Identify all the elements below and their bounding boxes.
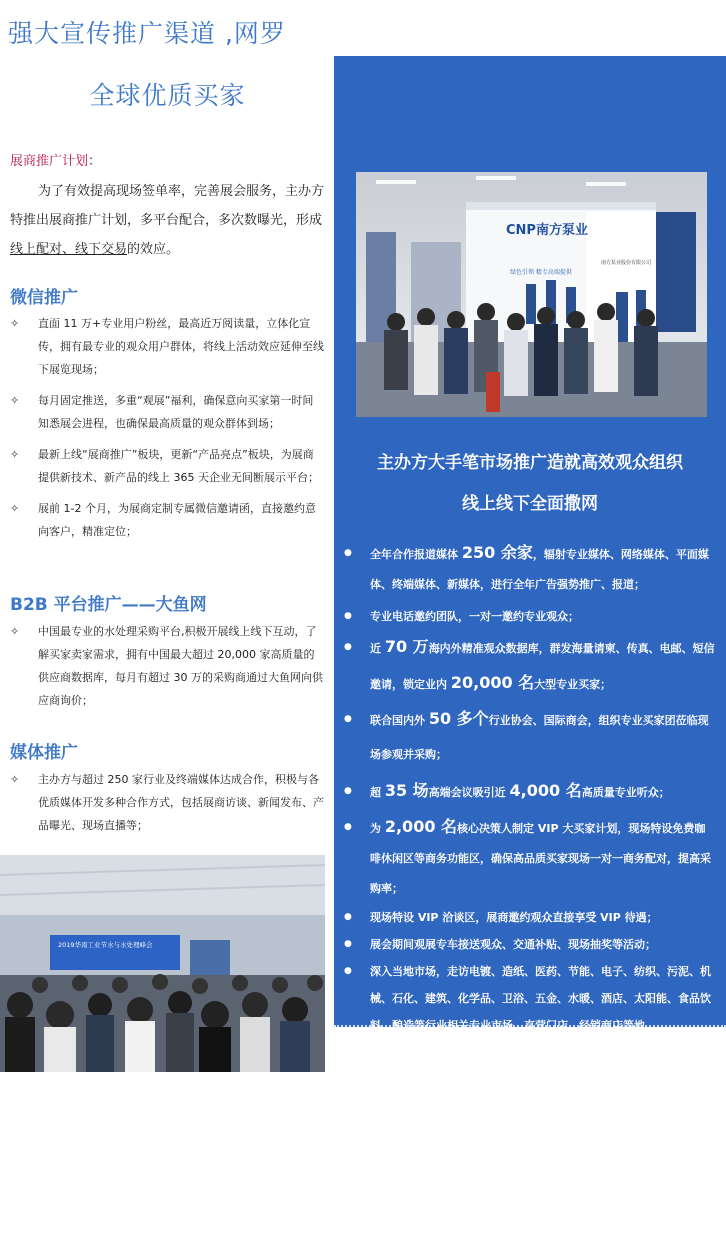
list-item: ✧ 直面 11 万+专业用户粉丝，最高近万阅读量，立体化宣传，拥有最专业的观众用户群体，将线上活动效应延伸至线下展览现场； [8,312,324,381]
list-item: ✧ 中国最专业的水处理采购平台,积极开展线上线下互动，了解买家卖家需求，拥有中国最大超过 20,000 家高质量的供应商数据库，每月有超过 30 万的采购商通过大鱼网向供应商询价； [8,620,324,712]
bullet-icon: ● [344,966,352,976]
headline-line-1: 强大宣传推广渠道 ,网罗 [8,19,286,48]
booth-sign-text: CNP南方泵业 [506,223,588,238]
diamond-bullet-icon: ✧ [10,317,20,330]
conference-audience-photo [0,855,325,1072]
exhibition-booth-photo [356,172,707,417]
list-item: ● 现场特设 VIP 洽谈区，展商邀约观众直接享受 VIP 待遇； [342,904,716,931]
wechat-list [8,312,324,551]
hall-banner-text: 2019华南工业节水与水处理峰会 [58,941,153,949]
booth-subtitle-text: 绿色引领 精专高端提供 [510,269,572,276]
b2b-list [8,620,324,720]
list-item: ● 专业电话邀约团队，一对一邀约专业观众； [342,603,716,630]
list-item: ✧ 展前 1-2 个月，为展商定制专属微信邀请函，直接邀约意向客户，精准定位； [8,497,324,543]
plan-label: 展商推广计划： [10,154,102,169]
list-item: ● 近 70 万海内外精准观众数据库，群发海量请柬、传真、电邮、短信邀请，锁定业内 20,000 名大型专业买家； [342,630,716,702]
diamond-bullet-icon: ✧ [10,773,20,786]
diamond-bullet-icon: ✧ [10,448,20,461]
list-item: ✧ 最新上线“展商推广”板块，更新“产品亮点”板块，为展商提供新技术、新产品的线上 365 天企业无间断展示平台； [8,443,324,489]
bullet-icon: ● [344,642,352,652]
list-item: ✧ 每月固定推送，多重“观展”福利，确保意向买家第一时间知悉展会进程，也确保最高质量的观众群体到场； [8,389,324,435]
bullet-icon: ● [344,611,352,621]
bullet-icon: ● [344,822,352,832]
plan-intro: 为了有效提高现场签单率，完善展会服务，主办方特推出展商推广计划，多平台配合，多次数曝光，形成线上配对、线下交易的效应。 [10,184,325,257]
diamond-bullet-icon: ✧ [10,625,20,638]
list-item: ● 深入当地市场，走访电镀、造纸、医药、节能、电子、纺织、污泥、机械、石化、建筑、化学品、卫浴、五金、水暖、酒店、太阳能、食品饮料、酿造等行业相关专业市场、直营门店、经销商店等地， [342,958,716,1039]
list-item: ● 为 2,000 名核心决策人制定 VIP 大买家计划，现场特设免费咖啡休闲区等商务功能区，确保高品质买家现场一对一商务配对，提高采购率； [342,812,716,904]
headline-line-2: 全球优质买家 [89,81,246,110]
diamond-bullet-icon: ✧ [10,394,20,407]
wechat-section-title: 微信推广 [10,288,78,308]
media-section-title: 媒体推广 [10,743,78,763]
bullet-icon: ● [344,939,352,949]
diamond-bullet-icon: ✧ [10,502,20,515]
right-heading-1: 主办方大手笔市场推广造就高效观众组织 [377,453,683,473]
list-item: ● 展会期间观展专车接送观众、交通补贴、现场抽奖等活动； [342,931,716,958]
bullet-icon: ● [344,714,352,724]
list-item: ● 联合国内外 50 多个行业协会、国际商会，组织专业买家团莅临现场参观并采购； [342,702,716,772]
right-heading-2: 线上线下全面撒网 [462,494,598,514]
list-item: ● 全年合作报道媒体 250 余家，辐射专业媒体、网络媒体、平面媒体、终端媒体、新媒体，进行全年广告强势推广、报道； [342,538,716,600]
bullet-icon: ● [344,548,352,558]
media-list [8,768,324,845]
b2b-section-title: B2B 平台推广——大鱼网 [10,595,207,615]
right-bullet-list [342,538,716,1039]
list-item: ✧ 主办方与超过 250 家行业及终端媒体达成合作，积极与各优质媒体开发多种合作方式，包括展商访谈、新闻发布、产品曝光、现场直播等； [8,768,324,837]
booth-company-text: 南方泵业股份有限公司 [601,260,652,266]
list-item: ● 超 35 场高端会议吸引近 4,000 名高质量专业听众； [342,774,716,810]
bullet-icon: ● [344,912,352,922]
bullet-icon: ● [344,786,352,796]
